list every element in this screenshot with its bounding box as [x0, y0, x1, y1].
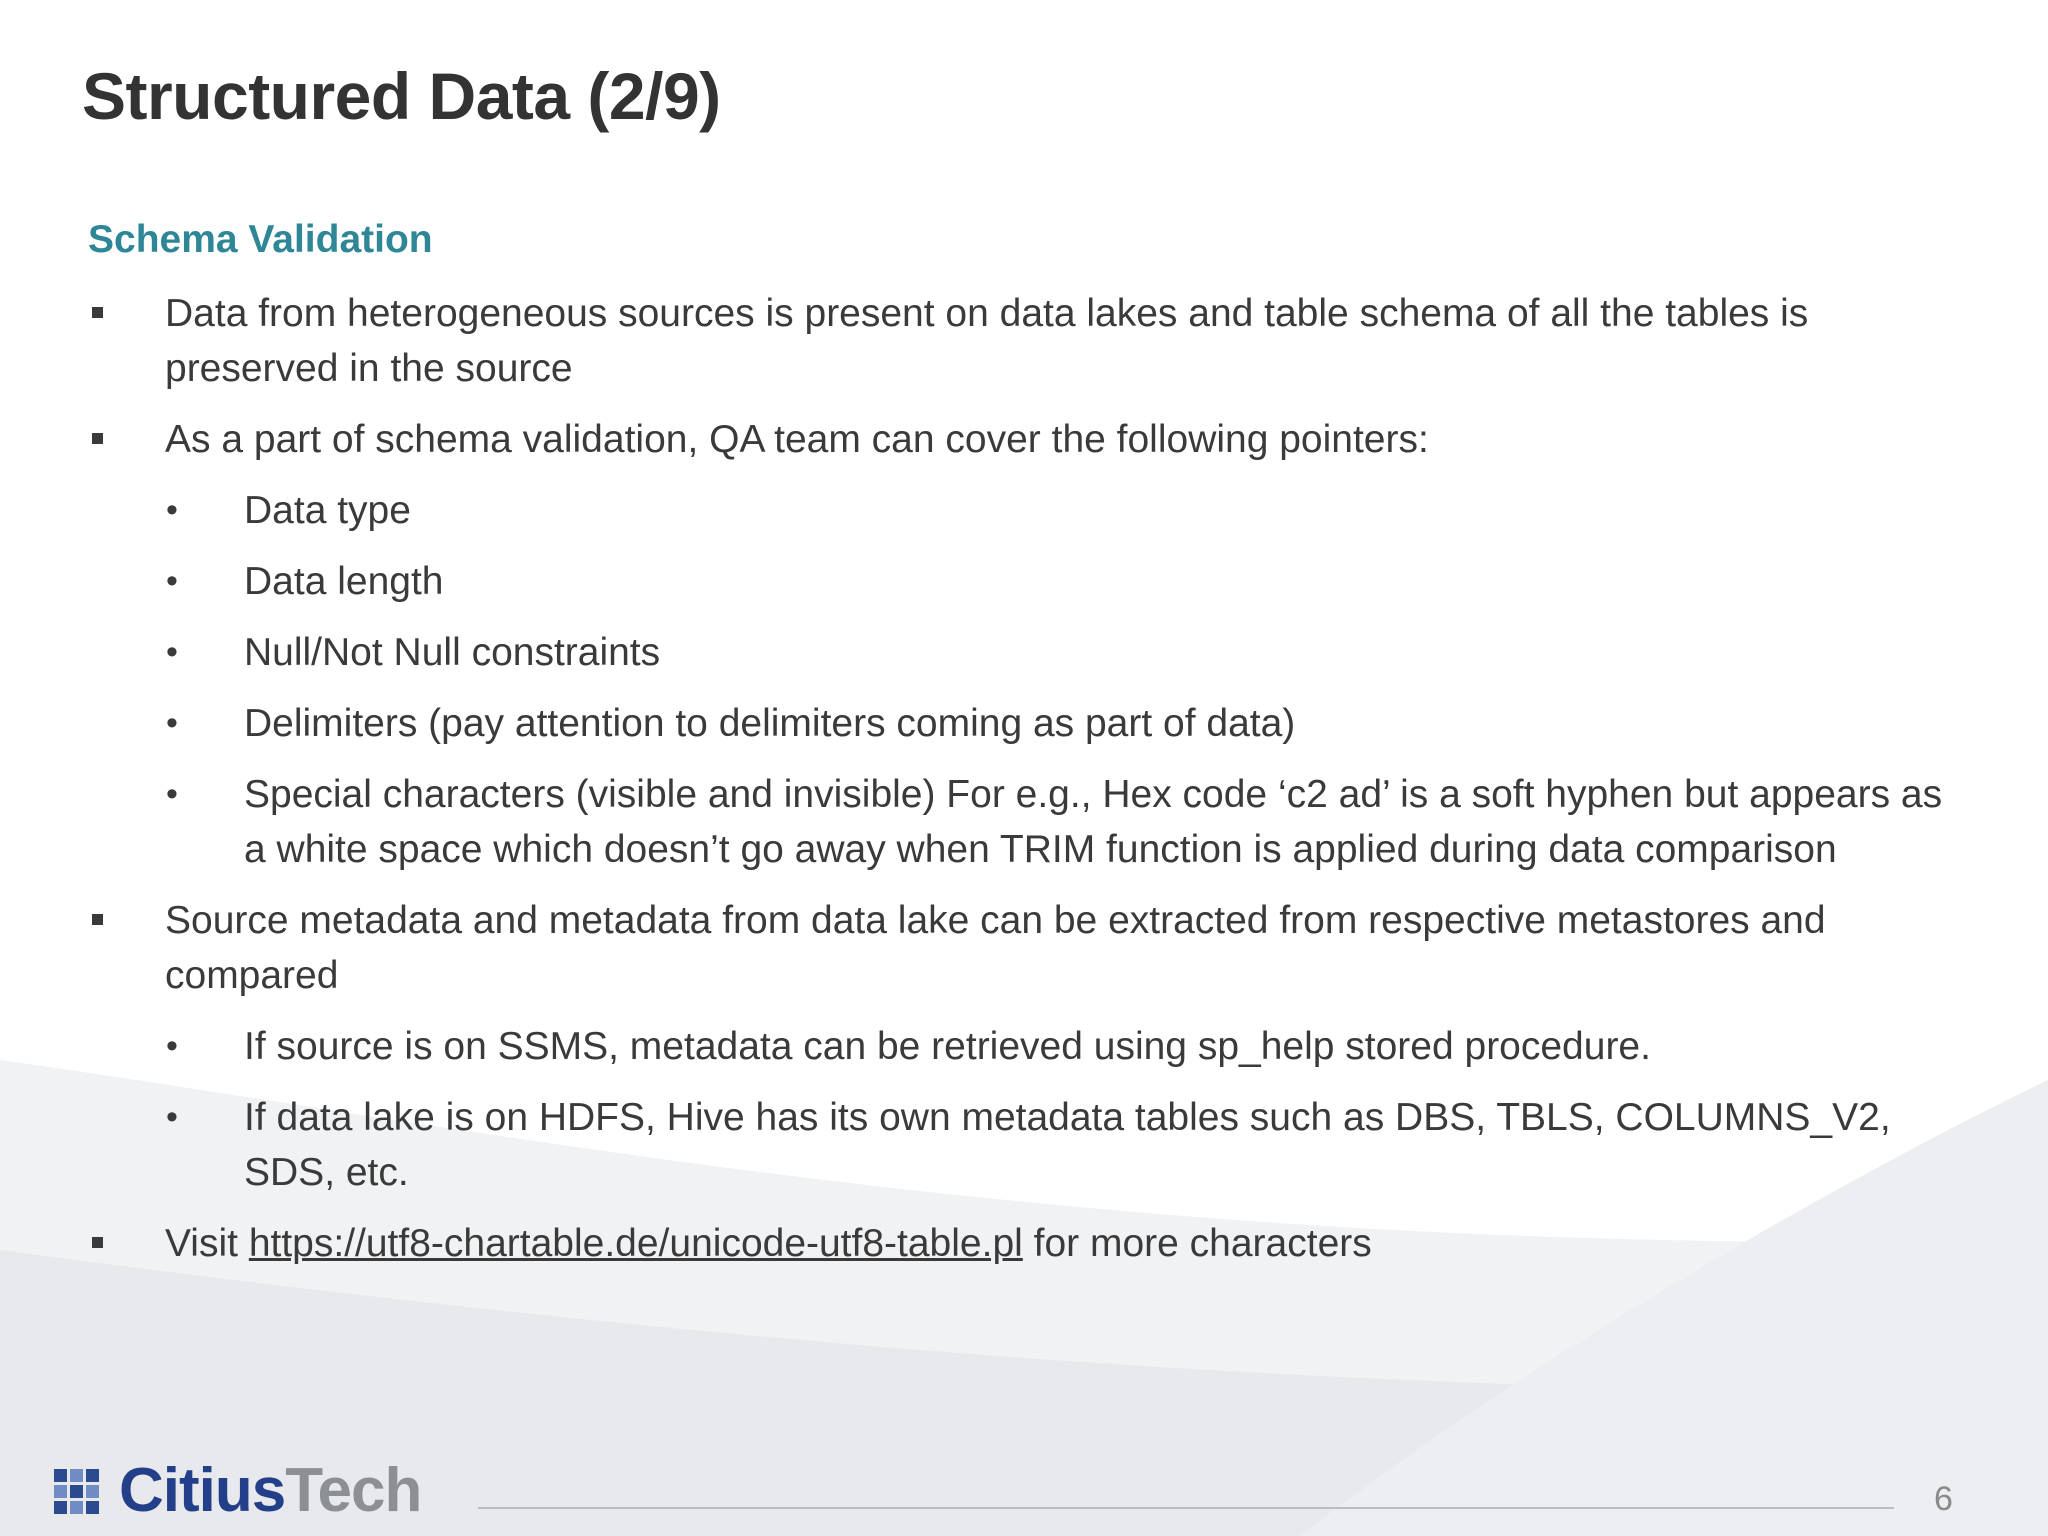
pointer-text: Special characters (visible and invisible) For e.g., Hex code ‘c2 ad’ is a soft hyphen but appears as a white space which doesn’t go away when TRIM function is applied during data comparison [244, 773, 1943, 871]
square-bullet-icon [92, 914, 103, 925]
slide-content [88, 286, 1968, 1287]
pointer-special-characters [88, 767, 1968, 877]
logo-text-citius: Citius [119, 1456, 286, 1525]
slide-title: Structured Data (2/9) [82, 59, 721, 133]
pointer-data-type [88, 483, 1968, 538]
round-bullet-icon: • [166, 633, 178, 671]
square-bullet-icon [92, 307, 103, 318]
page-number: 6 [1934, 1480, 1953, 1518]
pointer-text: Delimiters (pay attention to delimiters coming as part of data) [244, 702, 1296, 745]
bullet-text: Data from heterogeneous sources is present on data lakes and table schema of all the tables is preserved in the source [165, 292, 1809, 390]
citiustech-logo [54, 1456, 422, 1525]
metadata-point-text: If data lake is on HDFS, Hive has its own metadata tables such as DBS, TBLS, COLUMNS_V2, SDS, etc. [244, 1096, 1891, 1194]
pointer-text: Null/Not Null constraints [244, 631, 661, 674]
square-bullet-icon [92, 433, 103, 444]
round-bullet-icon: • [166, 491, 178, 529]
bullet-heterogeneous-sources [88, 286, 1968, 396]
bullet-text: As a part of schema validation, QA team can cover the following pointers: [165, 418, 1429, 461]
pointer-text: Data length [244, 560, 444, 603]
pointer-data-length [88, 554, 1968, 609]
bullet-schema-validation-pointers [88, 412, 1968, 467]
metadata-point-ssms [88, 1019, 1968, 1074]
bullet-text-before: Visit [165, 1222, 249, 1265]
bullet-text-after: for more characters [1022, 1222, 1372, 1265]
round-bullet-icon: • [166, 1098, 178, 1136]
round-bullet-icon: • [166, 704, 178, 742]
section-heading: Schema Validation [88, 218, 433, 261]
square-bullet-icon [92, 1237, 103, 1248]
pointer-text: Data type [244, 489, 411, 532]
metadata-point-hdfs [88, 1090, 1968, 1200]
unicode-table-link[interactable]: https://utf8-chartable.de/unicode-utf8-table.pl [248, 1222, 1023, 1265]
pointer-delimiters [88, 696, 1968, 751]
logo-text-tech: Tech [285, 1456, 422, 1525]
bullet-visit-link [88, 1216, 1968, 1271]
pointer-null-constraints [88, 625, 1968, 680]
round-bullet-icon: • [166, 775, 178, 813]
bullet-metadata-comparison [88, 893, 1968, 1003]
round-bullet-icon: • [166, 1027, 178, 1065]
footer-divider [478, 1507, 1894, 1509]
logo-grid-icon [54, 1469, 99, 1514]
metadata-point-text: If source is on SSMS, metadata can be retrieved using sp_help stored procedure. [244, 1025, 1651, 1068]
bullet-text: Source metadata and metadata from data lake can be extracted from respective metastores and compared [165, 899, 1826, 997]
round-bullet-icon: • [166, 562, 178, 600]
